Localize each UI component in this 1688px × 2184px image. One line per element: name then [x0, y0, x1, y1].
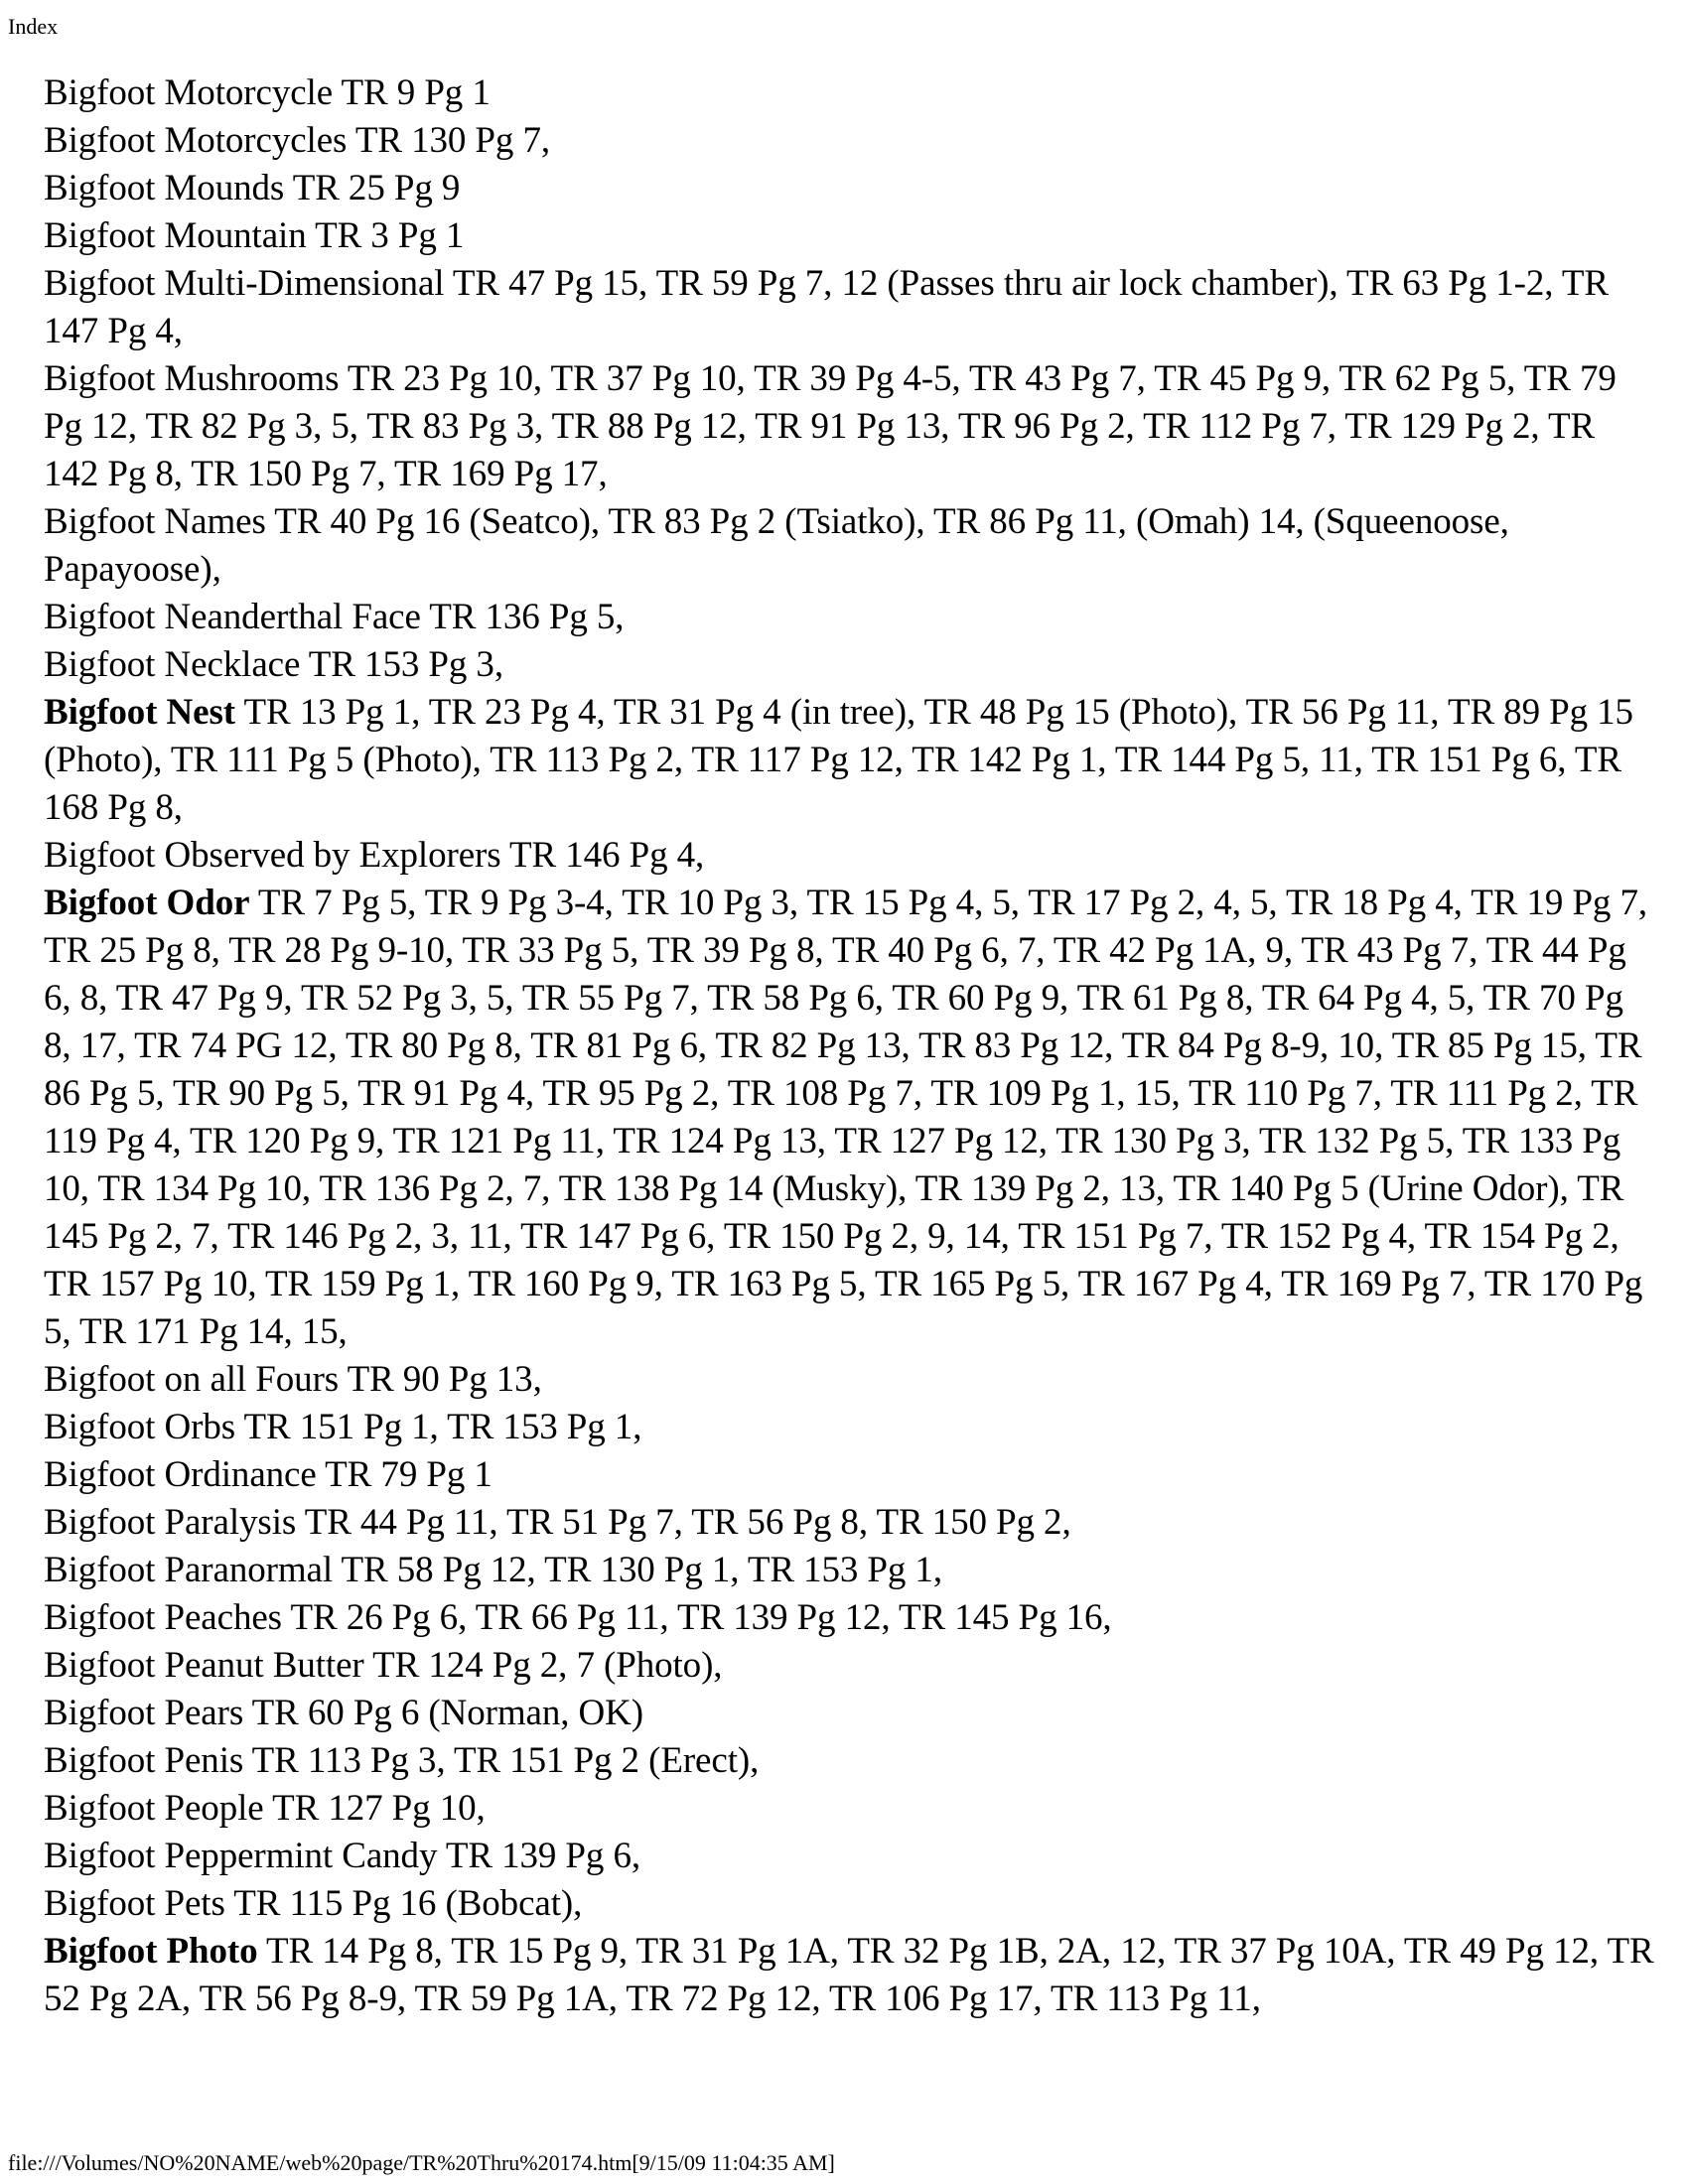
entry-references: TR 139 Pg 6,	[437, 1836, 640, 1876]
index-entry	[44, 355, 1657, 498]
entry-references: TR 60 Pg 6 (Norman, OK)	[243, 1693, 644, 1733]
entry-term: Bigfoot Mountain	[44, 215, 307, 256]
entry-references: TR 7 Pg 5, TR 9 Pg 3-4, TR 10 Pg 3, TR 15 Pg 4, 5, TR 17 Pg 2, 4, 5, TR 18 Pg 4, TR 19 Pg 7, TR 25 Pg 8, TR 28 Pg 9-10, TR 33 Pg 5, TR 39 Pg 8, TR 40 Pg 6, 7, TR 42 Pg 1A, 9, TR 43 Pg 7, TR 44 Pg 6, 8, TR 47 Pg 9, TR 52 Pg 3, 5, TR 55 Pg 7, TR 58 Pg 6, TR 60 Pg 9, TR 61 Pg 8, TR 64 Pg 4, 5, TR 70 Pg 8, 17, TR 74 PG 12, TR 80 Pg 8, TR 81 Pg 6, TR 82 Pg 13, TR 83 Pg 12, TR 84 Pg 8-9, 10, TR 85 Pg 15, TR 86 Pg 5, TR 90 Pg 5, TR 91 Pg 4, TR 95 Pg 2, TR 108 Pg 7, TR 109 Pg 1, 15, TR 110 Pg 7, TR 111 Pg 2, TR 119 Pg 4, TR 120 Pg 9, TR 121 Pg 11, TR 124 Pg 13, TR 127 Pg 12, TR 130 Pg 3, TR 132 Pg 5, TR 133 Pg 10, TR 134 Pg 10, TR 136 Pg 2, 7, TR 138 Pg 14 (Musky), TR 139 Pg 2, 13, TR 140 Pg 5 (Urine Odor), TR 145 Pg 2, 7, TR 146 Pg 2, 3, 11, TR 147 Pg 6, TR 150 Pg 2, 9, 14, TR 151 Pg 7, TR 152 Pg 4, TR 154 Pg 2, TR 157 Pg 10, TR 159 Pg 1, TR 160 Pg 9, TR 163 Pg 5, TR 165 Pg 5, TR 167 Pg 4, TR 169 Pg 7, TR 170 Pg 5, TR 171 Pg 14, 15,	[44, 883, 1648, 1352]
entry-references: TR 47 Pg 15, TR 59 Pg 7, 12 (Passes thru air lock chamber), TR 63 Pg 1-2, TR 147 Pg 4,	[44, 263, 1609, 351]
index-entry	[44, 1499, 1657, 1547]
entry-term: Bigfoot on all Fours	[44, 1359, 340, 1400]
entry-term: Bigfoot Peaches	[44, 1597, 282, 1638]
index-entry	[44, 165, 1657, 212]
entry-references: TR 26 Pg 6, TR 66 Pg 11, TR 139 Pg 12, TR 145 Pg 16,	[281, 1597, 1112, 1638]
entry-references: TR 130 Pg 7,	[347, 120, 550, 161]
index-entry	[44, 689, 1657, 832]
page-footer-url: file:///Volumes/NO%20NAME/web%20page/TR%20Thru%20174.htm[9/15/09 11:04:35 AM]	[8, 2150, 835, 2175]
index-entry	[44, 880, 1657, 1356]
entry-term: Bigfoot Mushrooms	[44, 358, 340, 399]
index-entry	[44, 212, 1657, 260]
index-entry	[44, 1594, 1657, 1642]
index-entry	[44, 1928, 1657, 2023]
entry-references: TR 44 Pg 11, TR 51 Pg 7, TR 56 Pg 8, TR 150 Pg 2,	[296, 1502, 1071, 1543]
entry-term: Bigfoot Nest	[44, 692, 236, 733]
index-entry	[44, 1404, 1657, 1451]
entry-term: Bigfoot Pears	[44, 1693, 244, 1733]
entry-references: TR 79 Pg 1	[316, 1454, 492, 1495]
entry-references: TR 124 Pg 2, 7 (Photo),	[363, 1645, 723, 1686]
index-entry	[44, 594, 1657, 641]
entry-term: Bigfoot Pets	[44, 1883, 225, 1924]
entry-references: TR 127 Pg 10,	[263, 1788, 486, 1829]
index-entry	[44, 260, 1657, 355]
index-entry-list	[44, 69, 1657, 2023]
entry-term: Bigfoot Observed by Explorers	[44, 835, 501, 876]
index-entry	[44, 1833, 1657, 1880]
entry-term: Bigfoot People	[44, 1788, 264, 1829]
index-entry	[44, 1356, 1657, 1404]
entry-term: Bigfoot Mounds	[44, 168, 285, 208]
entry-term: Bigfoot Peanut Butter	[44, 1645, 364, 1686]
entry-references: TR 14 Pg 8, TR 15 Pg 9, TR 31 Pg 1A, TR 32 Pg 1B, 2A, 12, TR 37 Pg 10A, TR 49 Pg 12, TR 52 Pg 2A, TR 56 Pg 8-9, TR 59 Pg 1A, TR 72 Pg 12, TR 106 Pg 17, TR 113 Pg 11,	[44, 1931, 1654, 2019]
entry-term: Bigfoot Motorcycles	[44, 120, 348, 161]
entry-term: Bigfoot Names	[44, 501, 266, 542]
index-entry	[44, 1547, 1657, 1594]
entry-references: TR 40 Pg 16 (Seatco), TR 83 Pg 2 (Tsiatko), TR 86 Pg 11, (Omah) 14, (Squeenoose, Papayoose),	[44, 501, 1509, 590]
entry-references: TR 23 Pg 10, TR 37 Pg 10, TR 39 Pg 4-5, TR 43 Pg 7, TR 45 Pg 9, TR 62 Pg 5, TR 79 Pg 12, TR 82 Pg 3, 5, TR 83 Pg 3, TR 88 Pg 12, TR 91 Pg 13, TR 96 Pg 2, TR 112 Pg 7, TR 129 Pg 2, TR 142 Pg 8, TR 150 Pg 7, TR 169 Pg 17,	[44, 358, 1617, 494]
entry-references: TR 153 Pg 3,	[300, 644, 503, 685]
entry-references: TR 3 Pg 1	[306, 215, 465, 256]
entry-term: Bigfoot Ordinance	[44, 1454, 317, 1495]
index-entry	[44, 117, 1657, 165]
index-entry	[44, 1451, 1657, 1499]
index-entry	[44, 69, 1657, 117]
entry-term: Bigfoot Orbs	[44, 1407, 236, 1447]
entry-term: Bigfoot Penis	[44, 1740, 244, 1781]
entry-references: TR 115 Pg 16 (Bobcat),	[224, 1883, 583, 1924]
index-entry	[44, 1880, 1657, 1928]
entry-term: Bigfoot Necklace	[44, 644, 301, 685]
entry-term: Bigfoot Photo	[44, 1931, 258, 1972]
entry-term: Bigfoot Paranormal	[44, 1550, 334, 1590]
index-entry	[44, 832, 1657, 880]
entry-references: TR 9 Pg 1	[333, 72, 491, 113]
entry-references: TR 136 Pg 5,	[420, 597, 625, 637]
entry-references: TR 58 Pg 12, TR 130 Pg 1, TR 153 Pg 1,	[333, 1550, 942, 1590]
index-entry	[44, 641, 1657, 689]
entry-term: Bigfoot Neanderthal Face	[44, 597, 421, 637]
entry-references: TR 25 Pg 9	[284, 168, 461, 208]
index-entry	[44, 1642, 1657, 1690]
entry-references: TR 113 Pg 3, TR 151 Pg 2 (Erect),	[243, 1740, 760, 1781]
index-entry	[44, 1690, 1657, 1737]
entry-references: TR 151 Pg 1, TR 153 Pg 1,	[235, 1407, 642, 1447]
entry-references: TR 13 Pg 1, TR 23 Pg 4, TR 31 Pg 4 (in tree), TR 48 Pg 15 (Photo), TR 56 Pg 11, TR 89 Pg 15 (Photo), TR 111 Pg 5 (Photo), TR 113 Pg 2, TR 117 Pg 12, TR 142 Pg 1, TR 144 Pg 5, 11, TR 151 Pg 6, TR 168 Pg 8,	[44, 692, 1633, 828]
entry-term: Bigfoot Odor	[44, 883, 250, 923]
entry-term: Bigfoot Paralysis	[44, 1502, 297, 1543]
entry-term: Bigfoot Multi-Dimensional	[44, 263, 445, 304]
index-entry	[44, 1785, 1657, 1833]
entry-term: Bigfoot Peppermint Candy	[44, 1836, 438, 1876]
entry-term: Bigfoot Motorcycle	[44, 72, 334, 113]
index-entry	[44, 498, 1657, 594]
entry-references: TR 90 Pg 13,	[339, 1359, 542, 1400]
page-header: Index	[8, 14, 59, 39]
index-entry	[44, 1737, 1657, 1785]
entry-references: TR 146 Pg 4,	[500, 835, 705, 876]
